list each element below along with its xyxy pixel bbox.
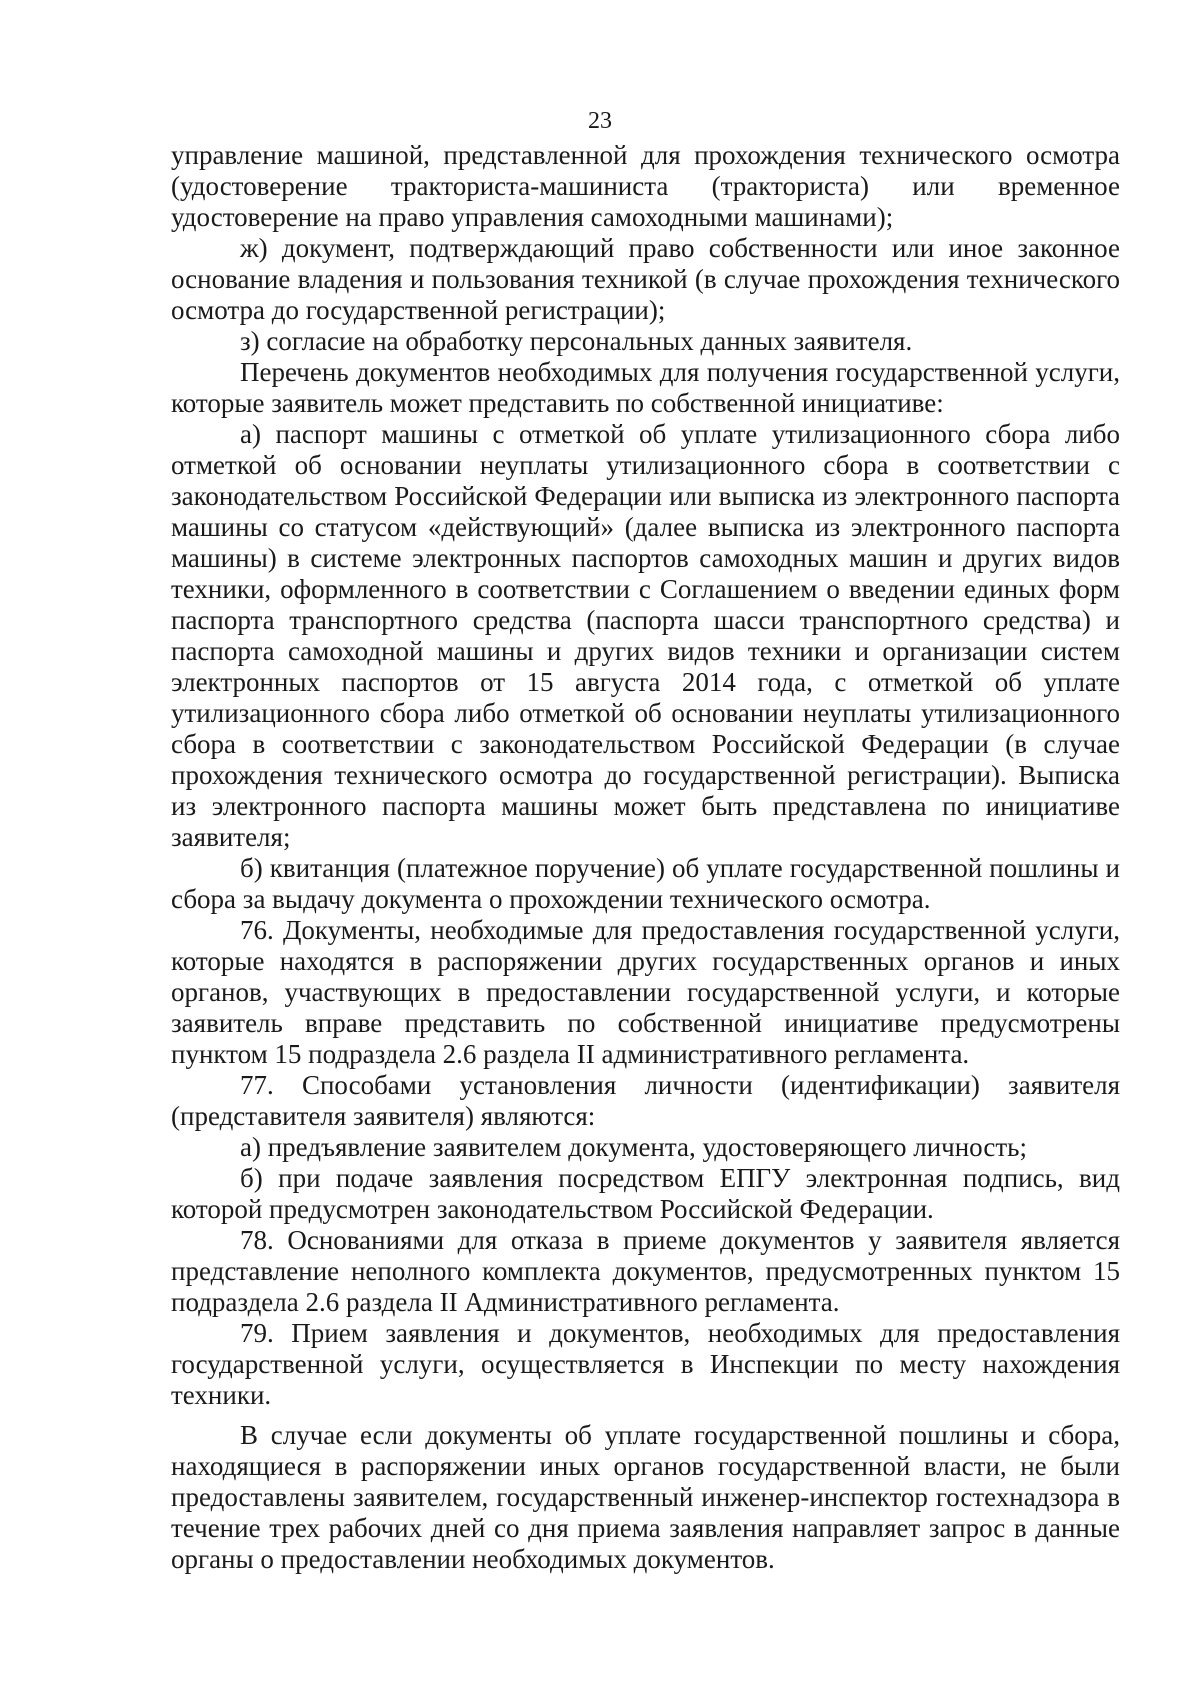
paragraph: Перечень документов необходимых для получения государственной услуги, которые заявитель может представить по собственной инициативе: [171, 357, 1120, 418]
paragraph: 78. Основаниями для отказа в приеме документов у заявителя является представление неполного комплекта документов, предусмотренных пунктом 15 подраздела 2.6 раздела II Административного регламента. [171, 1225, 1120, 1317]
paragraph: 77. Способами установления личности (идентификации) заявителя (представителя заявителя) являются: [171, 1070, 1120, 1131]
paragraph: а) предъявление заявителем документа, удостоверяющего личность; [240, 1132, 1027, 1162]
document-body [171, 140, 1120, 1575]
paragraph: б) при подаче заявления посредством ЕПГУ электронная подпись, вид которой предусмотрен законодательством Российской Федерации. [171, 1163, 1120, 1224]
paragraph: ж) документ, подтверждающий право собственности или иное законное основание владения и пользования техникой (в случае прохождения технического осмотра до государственной регистрации); [171, 233, 1120, 325]
page-number: 23 [588, 108, 612, 134]
paragraph: а) паспорт машины с отметкой об уплате утилизационного сбора либо отметкой об основании неуплаты утилизационного сбора в соответствии с законодательством Российской Федерации или выписка из электронного паспорта машины со статусом «действующий» (далее выписка из электронного паспорта машины) в системе электронных паспортов самоходных машин и других видов техники, оформленного в соответствии с Соглашением о введении единых форм паспорта транспортного средства (паспорта шасси транспортного средства) и паспорта самоходной машины и других видов техники и организации систем электронных паспортов от 15 августа 2014 года, с отметкой об уплате утилизационного сбора либо отметкой об основании неуплаты утилизационного сбора в соответствии с законодательством Российской Федерации (в случае прохождения технического осмотра до государственной регистрации). Выписка из электронного паспорта машины может быть представлена по инициативе заявителя; [171, 419, 1120, 852]
paragraph: 76. Документы, необходимые для предоставления государственной услуги, которые находятся в распоряжении других государственных органов и иных органов, участвующих в предоставлении государственной услуги, и которые заявитель вправе представить по собственной инициативе предусмотрены пунктом 15 подраздела 2.6 раздела II административного регламента. [171, 915, 1120, 1069]
paragraph: 79. Прием заявления и документов, необходимых для предоставления государственной услуги, осуществляется в Инспекции по месту нахождения техники. [171, 1318, 1120, 1410]
paragraph: з) согласие на обработку персональных данных заявителя. [240, 326, 913, 356]
paragraph: б) квитанция (платежное поручение) об уплате государственной пошлины и сбора за выдачу документа о прохождении технического осмотра. [171, 853, 1120, 914]
paragraph: управление машиной, представленной для прохождения технического осмотра (удостоверение тракториста-машиниста (тракториста) или временное удостоверение на право управления самоходными машинами); [171, 140, 1120, 232]
paragraph: В случае если документы об уплате государственной пошлины и сбора, находящиеся в распоряжении иных органов государственной власти, не были предоставлены заявителем, государственный инженер-инспектор гостехнадзора в течение трех рабочих дней со дня приема заявления направляет запрос в данные органы о предоставлении необходимых документов. [171, 1420, 1120, 1574]
